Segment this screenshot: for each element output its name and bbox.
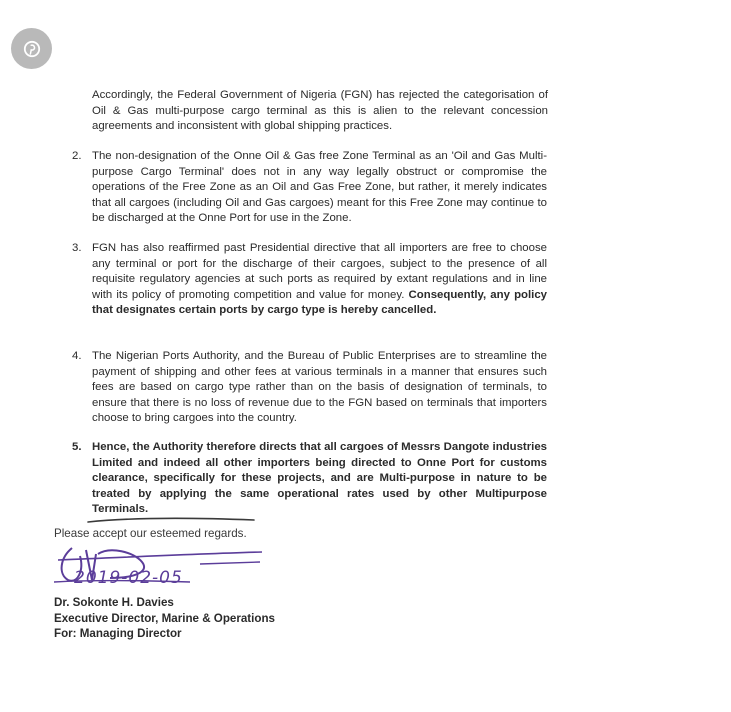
handwritten-underline <box>86 516 256 524</box>
item-number: 3. <box>72 242 82 254</box>
signer-title: Executive Director, Marine & Operations <box>54 611 275 625</box>
signer-for-line: For: Managing Director <box>54 627 182 640</box>
item-body <box>92 241 547 319</box>
item-number: 2. <box>72 150 82 162</box>
signer-name: Dr. Sokonte H. Davies <box>54 596 174 609</box>
pinterest-glyph <box>23 40 41 58</box>
pinterest-icon[interactable] <box>11 28 52 69</box>
item-text: The non-designation of the Onne Oil & Gas free Zone Terminal as an 'Oil and Gas Multi-purpose Cargo Terminal' does not in any way legally obstruct or compromise the operations of the Free Zone as an Oil and Gas Free Zone, but rather, it merely indicates that all cargoes (including Oil and Gas cargoes) meant for this Free Zone may continue to be discharged at the Onne Port for use in the Zone. <box>92 150 547 225</box>
item-number: 4. <box>72 350 82 362</box>
item-text: FGN has also reaffirmed past Presidential directive that all importers are free to choose any terminal or port for the discharge of their cargoes, subject to the presence of all requisite regulatory agencies at such ports as required by extant regulations and in line with its policy of promoting competition and value for money. <box>92 242 547 301</box>
item-text: The Nigerian Ports Authority, and the Bureau of Public Enterprises are to streamline the payment of shipping and other fees at various terminals in a manner that ensures such fees are based on cargo type rather than on the basis of designation of terminals, to ensure that there is no loss of revenue due to the FGN based on terminals that importers choose to bring cargoes into the country. <box>92 350 547 425</box>
signature-date: 2019-02-05 <box>74 568 183 588</box>
signer-block <box>54 595 275 642</box>
item-bold-text: Consequently, any policy that designates certain ports by cargo type is hereby cancelled. <box>92 288 547 317</box>
closing-line: Please accept our esteemed regards. <box>54 527 247 540</box>
item-number: 5. <box>72 441 82 453</box>
intro-paragraph: Accordingly, the Federal Government of Nigeria (FGN) has rejected the categorisation of Oil & Gas multi-purpose cargo terminal as this is alien to the relevant concession agreements and inconsistent with global shipping practices. <box>92 89 548 133</box>
item-text: Hence, the Authority therefore directs that all cargoes of Messrs Dangote industries Limited and indeed all other importers being directed to Onne Port for customs clearance, specifically for these projects, and are Multi-purpose in nature to be treated by applying the same operational rates used by other Multipurpose Terminals. <box>92 441 547 516</box>
